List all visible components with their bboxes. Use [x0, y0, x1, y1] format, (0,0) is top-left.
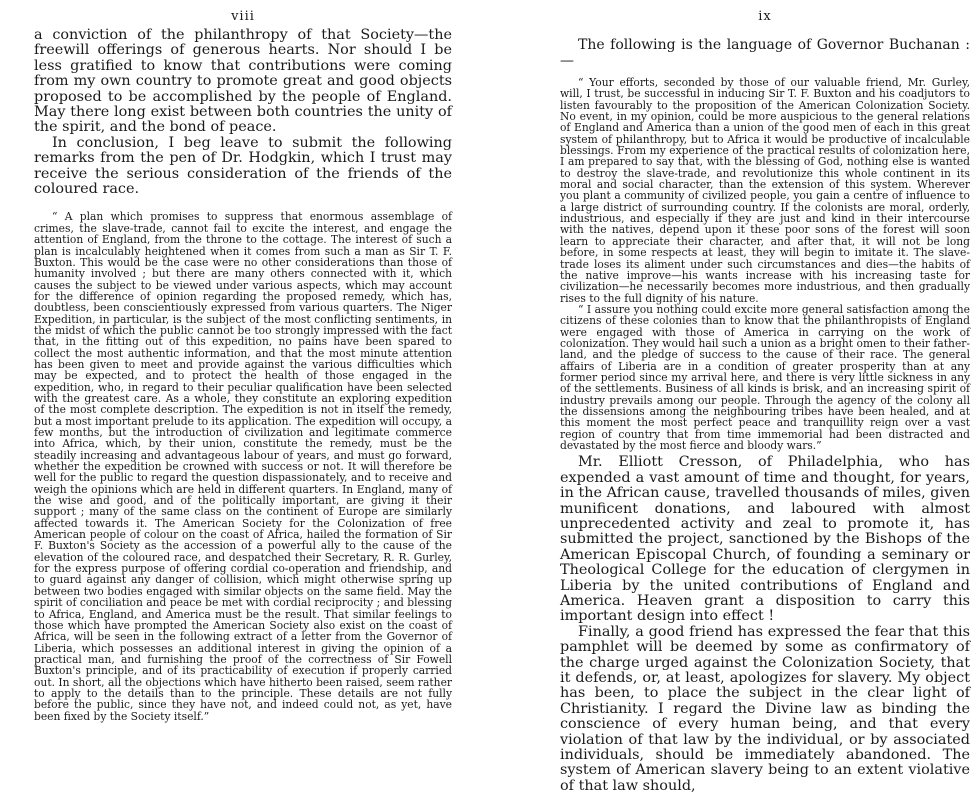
page-number-right: ix: [758, 9, 772, 24]
hodgkin-quote: “ A plan which promises to suppress that enormous assemblage of crimes, the slave-trade, cannot fail to excite the interest, and engage the attention of England, from the throne to the cottage. The interest of such a plan is incalculably heightened when it comes from such a man as Sir T. F. Buxton. This would be the case were no other considerations than those of humanity involved ; but there are many others connected with it, which causes the subject to be viewed under various aspects, which may account for the difference of opinion regarding the proposed remedy, which has, doubtless, been conscientiously expressed from various quarters. The Niger Expedition, in particular, is the subject of the most conflicting sentiments, in the midst of which the public cannot be too strongly impressed with the fact that, in the fitting out of this expedition, no pains have been spared to collect the most authentic information, and that the most minute attention has been given to meet and provide against the various difficulties which may be expected, and to protect the health of those engaged in the expedition, who, in regard to their peculiar qualification have been selected with the greatest care. As a whole, they constitute an exploring expedition of the most complete description. The expedition is not in itself the remedy, but a most important prelude to its application. The expedition will occupy, a few months, but the introduction of civilization and legitimate commerce into Africa, which, by their union, constitute the remedy, must be the steadily increasing and advantageous labour of years, and must go forward, whether the expedition be crowned with success or not. It will therefore be well for the public to regard the question dispassionately, and to receive and weigh the opinions which are held in different quarters. In England, many of the wise and good, and of the politically important, are giving it their support ; many of the same class on the continent of Europe are similarly affected towards it. The American Society for the Colonization of free American people of colour on the coast of Africa, hailed the formation of Sir F. Buxton's Society as the accession of a powerful ally to the cause of the elevation of the coloured race, and despatched their Secretary, R. R. Gurley, for the express purpose of offering cordial co-operation and friendship, and to guard against any danger of collision, which might otherwise spring up between two bodies engaged with similar objects on the same field. May the spirit of conciliation and peace be met with cordial reciprocity ; and blessing to Africa, England, and America must be the result. That similar feelings to those which have prompted the American Society also exist on the coast of Africa, will be seen in the following extract of a letter from the Governor of Liberia, which possesses an additional interest in giving the opinion of a practical man, and furnishing the proof of the correctness of Sir Fowell Buxton's principle, and of its practicability of execution if properly carried out. In short, all the objections which have hitherto been raised, seem rather to apply to the details than to the principle. These details are not fully before the public, since they have not, and indeed could not, as yet, have been fixed by the Society itself.”: [34, 210, 452, 723]
section-gap: [34, 197, 452, 211]
cresson-paragraph: Mr. Elliott Cresson, of Philadelphia, who has expended a vast amount of time and thought, for years, in the African cause, travelled thousands of miles, given munificent donations, and laboured with almost unprecedented activity and zeal to promote it, has submitted the project, sanctioned by the Bishops of the American Episcopal Church, of founding a seminary or Theological College for the education of clergymen in Liberia by the united contributions of England and America. Heaven grant a disposition to carry this important design into effect !: [560, 454, 970, 625]
conclusion-paragraph: In conclusion, I beg leave to submit the following remarks from the pen of Dr. Hodgkin, which I trust may receive the serious consideration of the friends of the coloured race.: [34, 134, 452, 198]
buchanan-quote-1: “ Your efforts, seconded by those of our valuable friend, Mr. Gurley, will, I trust, be successful in inducing Sir T. F. Buxton and his coadjutors to listen favourably to the proposition of the American Colonization Society. No event, in my opinion, could be more auspicious to the general relations of England and America than a union of the good men of each in this great system of philanthropy, but to Africa it would be productive of incalculable blessings. From my experience of the practical results of colonization here, I am prepared to say that, with the blessing of God, nothing else is wanted to destroy the slave-trade, and revolutionize this whole continent in its moral and social character, than the extension of this system. Wherever you plant a community of civilized people, you gain a centre of influence to a large district of surrounding country. If the colonists are moral, orderly, industrious, and especially if they are just and kind in their intercourse with the natives, depend upon it these poor sons of the forest will soon learn to appreciate their character, and after that, it will not be long before, in some respects at least, they will begin to imitate it. The slave-trade loses its aliment under such circumstances and dies—the habits of the native improve—his wants increase with his increasing taste for civilization—he necessarily becomes more industrious, and then gradually rises to the full dignity of his nature.: [560, 76, 970, 305]
right-page: [538, 0, 980, 794]
page-gutter: [484, 0, 524, 711]
lead-in-line: The following is the language of Governor Buchanan :—: [560, 37, 970, 69]
left-page: [0, 0, 470, 723]
finally-paragraph: Finally, a good friend has expressed the fear that this pamphlet will be deemed by some as confirmatory of the charge urged against the Colonization Society, that it defends, or, at least, apologizes for slavery. My object has been, to place the subject in the clear light of Christianity. I regard the Divine law as binding the conscience of every human being, and that every violation of that law by the individual, or by associated individuals, should be immediately abandoned. The system of American slavery being to an extent violative of that law should,: [560, 623, 970, 794]
buchanan-quote-2: “ I assure you nothing could excite more general satisfaction among the citizens of these colonies than to know that the philanthropists of England were engaged with those of America in carrying on the work of colonization. They would hail such a union as a bright omen to their father-land, and the pledge of success to the cause of their race. The general affairs of Liberia are in a condition of greater prosperity than at any former period since my arrival here, and there is very little sickness in any of the settlements. Business of all kinds is brisk, and an increasing spirit of industry prevails among our people. Through the agency of the colony all the dissensions among the neighbouring tribes have been healed, and at this moment the most perfect peace and tranquillity reign over a vast region of country that from time immemorial had been distracted and devastated by the most fierce and bloody wars.”: [560, 302, 970, 452]
page-number-left: viii: [231, 9, 255, 24]
intro-paragraph: a conviction of the philanthropy of that Society—the freewill offerings of generous hearts. Nor should I be less gratified to know that contributions were coming from my own country to promote great and good objects proposed to be accomplished by the people of England. May there long exist between both countries the unity of the spirit, and the bond of peace.: [34, 27, 452, 136]
